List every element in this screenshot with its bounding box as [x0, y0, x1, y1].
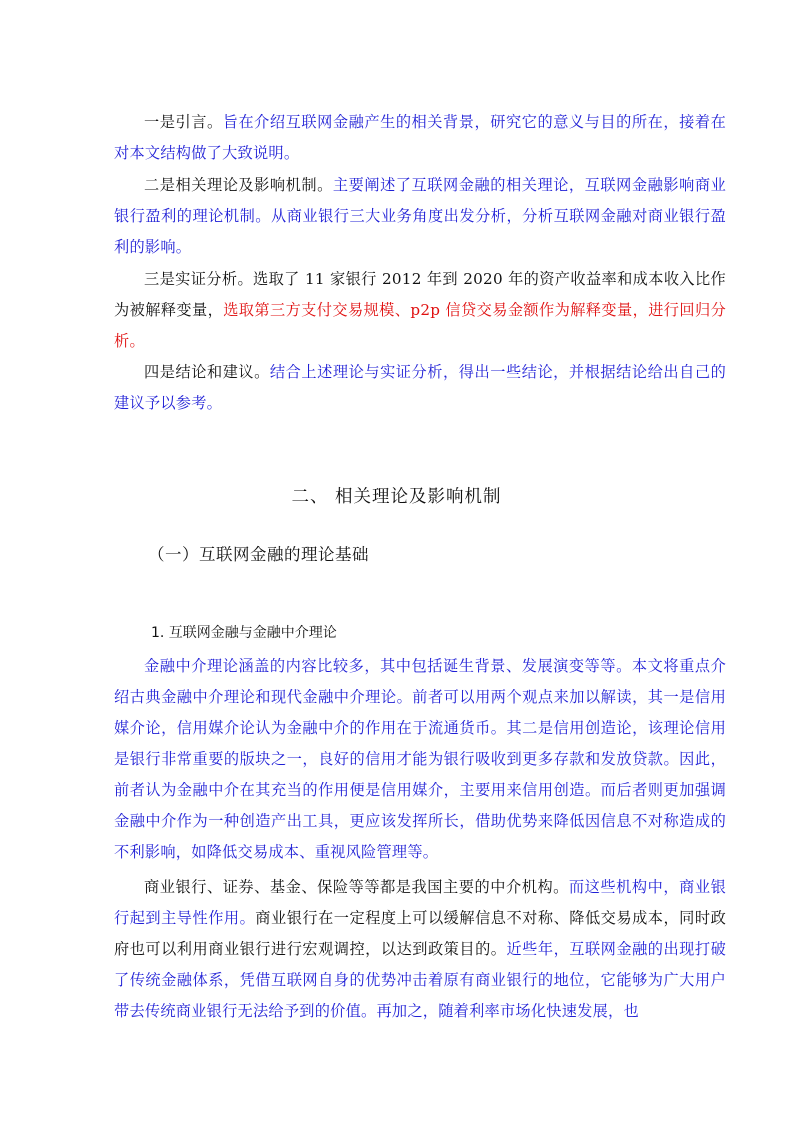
intro-paragraph-4: [114, 357, 726, 419]
body-2-seg2: 而这些机构中，商业银行起到主导性作用。: [114, 878, 727, 927]
intro-3-lead: 三是实证分析。选取了 11 家银行 2012 年到 2020 年的资产收益率和成本收入比作为被解释变量，: [114, 270, 726, 319]
body-2-seg4: 近些年，互联网金融的出现打破了传统金融体系，凭借互联网自身的优势冲击着原有商业银行的地位，它能够为广大用户带去传统商业银行无法给予到的价值。再加之，随着利率市场化快速发展，也: [114, 940, 727, 1020]
subsubsection-heading: 1. 互联网金融与金融中介理论: [151, 625, 337, 641]
subsection-heading: （一）互联网金融的理论基础: [148, 545, 369, 564]
intro-1-lead: 一是引言。: [144, 113, 223, 131]
body-2-seg3: 商业银行在一定程度上可以缓解信息不对称、降低交易成本，同时政府也可以利用商业银行进行宏观调控，以达到政策目的。: [114, 909, 727, 958]
intro-paragraph-1: [114, 107, 726, 169]
body-paragraph-1: 金融中介理论涵盖的内容比较多，其中包括诞生背景、发展演变等等。本文将重点介绍古典金融中介理论和现代金融中介理论。前者可以用两个观点来加以解读，其一是信用媒介论，信用媒介论认为金融中介的作用在于流通货币。其二是信用创造论，该理论信用是银行非常重要的版块之一，良好的信用才能为银行吸收到更多存款和发放贷款。因此，前者认为金融中介在其充当的作用便是信用媒介，主要用来信用创造。而后者则更加强调金融中介作为一种创造产出工具，更应该发挥所长，借助优势来降低因信息不对称造成的不利影响，如降低交易成本、重视风险管理等。: [114, 657, 726, 861]
body-2-seg1: 商业银行、证券、基金、保险等等都是我国主要的中介机构。: [144, 878, 569, 896]
section-heading: 二、 相关理论及影响机制: [291, 487, 502, 507]
body-paragraph-2: [114, 872, 726, 1027]
intro-2-body: 主要阐述了互联网金融的相关理论，互联网金融影响商业银行盈利的理论机制。从商业银行三大业务角度出发分析，分析互联网金融对商业银行盈利的影响。: [114, 176, 727, 256]
intro-paragraph-3: [114, 264, 726, 357]
intro-4-lead: 四是结论和建议。: [144, 363, 270, 381]
intro-2-lead: 二是相关理论及影响机制。: [144, 176, 333, 194]
intro-1-body: 旨在介绍互联网金融产生的相关背景，研究它的意义与目的所在，接着在对本文结构做了大致说明。: [114, 113, 727, 162]
intro-paragraph-2: [114, 170, 726, 263]
intro-4-body: 结合上述理论与实证分析，得出一些结论，并根据结论给出自己的建议予以参考。: [114, 363, 727, 412]
intro-3-body: 选取第三方支付交易规模、p2p 信贷交易金额作为解释变量，进行回归分析。: [114, 301, 727, 350]
